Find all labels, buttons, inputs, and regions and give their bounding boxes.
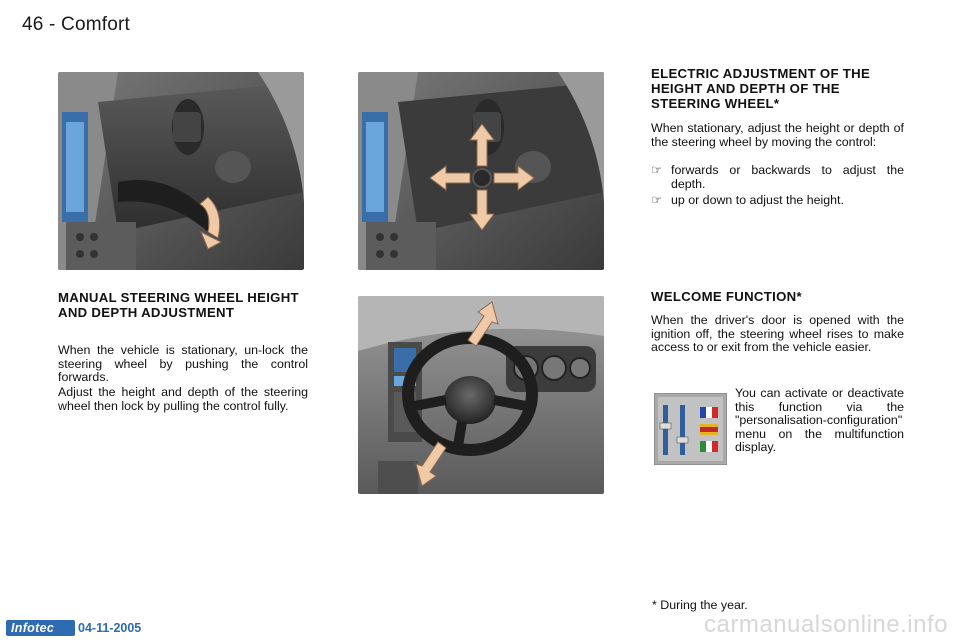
manual-adjustment-paragraph-1: When the vehicle is stationary, un-lock the steering wheel by pushing the control forwards. (58, 343, 308, 385)
steering-wheel-dashboard-illustration (358, 296, 604, 494)
watermark: carmanualsonline.info (704, 611, 948, 638)
welcome-function-paragraph-1: When the driver's door is opened with the ignition off, the steering wheel rises to make access to or exit from the vehicle easier. (651, 313, 904, 355)
welcome-function-heading: WELCOME FUNCTION* (651, 289, 802, 304)
footer-date: 04-11-2005 (78, 621, 142, 635)
manual-adjustment-paragraph-2: Adjust the height and depth of the steering wheel then lock by pulling the control fully. (58, 385, 308, 413)
electric-adjustment-heading: ELECTRIC ADJUSTMENT OF THE HEIGHT AND DEPTH OF THE STEERING WHEEL* (651, 66, 871, 111)
page-title: 46 - Comfort (22, 14, 130, 35)
bullet-text: up or down to adjust the height. (671, 193, 844, 207)
bullet-depth (651, 164, 904, 194)
manual-lever-illustration (58, 72, 304, 270)
welcome-function-paragraph-2: You can activate or deactivate this function via the "personalisation-configuration" menu on the multifunction display. (735, 386, 904, 455)
pointing-hand-icon: ☞ (651, 193, 663, 207)
bullet-text: forwards or backwards to adjust the depth. (671, 163, 904, 191)
manual-adjustment-heading: MANUAL STEERING WHEEL HEIGHT AND DEPTH ADJUSTMENT (58, 290, 299, 320)
infotec-logo: Infotec (6, 620, 75, 636)
electric-control-illustration (358, 72, 604, 270)
pointing-hand-icon: ☞ (651, 163, 663, 177)
footnote: * During the year. (652, 598, 748, 612)
electric-adjustment-intro: When stationary, adjust the height or depth of the steering wheel by moving the control: (651, 121, 904, 149)
multifunction-display-icon (654, 393, 727, 465)
bullet-height (651, 194, 904, 210)
